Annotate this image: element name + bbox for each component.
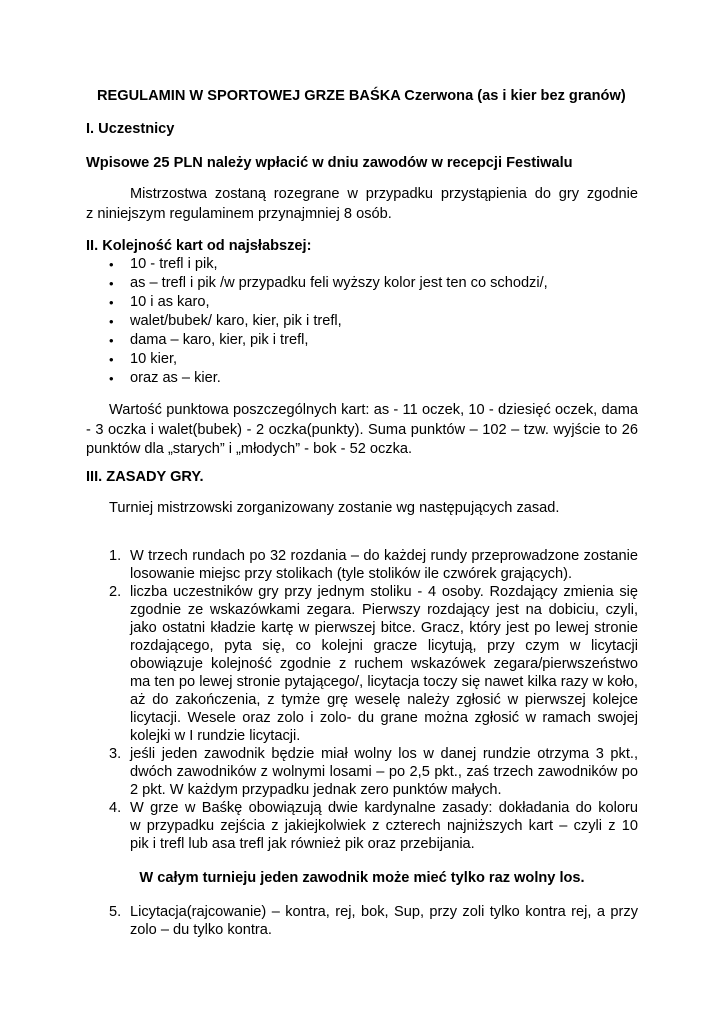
rule-line: kolejki w I rundzie licytacji. [130,728,301,744]
rule-line: w przypadku zejścia z jakiejkolwiek z czterech najniższych kart – czyli z 10 [130,818,638,834]
rule-line: losowanie miejsc przy stolikach (tyle stolików ile czwórek grających). [130,566,573,582]
rule-number: 4. [109,800,122,816]
list-item: 10 kier, [130,351,178,367]
rule-line: aż do zakończenia, z tymże grę weselę należy zgłosić w pierwszej kolejce [130,692,638,708]
section-heading-card-order: II. Kolejność kart od najsłabszej: [86,238,312,254]
card-values-paragraph-line: - 3 oczka i walet(bubek) - 2 oczka(punkty). Suma punktów – 102 – tzw. wyjście to 26 [86,422,638,438]
list-item: 10 i as karo, [130,294,210,310]
bullet-icon: • [109,257,114,272]
rule-number: 3. [109,746,122,762]
bullet-icon: • [109,276,114,291]
card-values-paragraph-line: punktów dla „starych” i „młodych” - bok - 52 oczka. [86,441,413,457]
rule-number: 2. [109,584,122,600]
rule-line: zolo – du tylko kontra. [130,922,272,938]
list-item: oraz as – kier. [130,370,221,386]
rule-line: ma ten po lewej stronie pytającego/, licytacja toczy się nawet kilka razy w koło, [130,674,638,690]
rule-line: liczba uczestników gry przy jednym stoliku - 4 osoby. Rozdający zmienia się [130,584,638,600]
rule-line: licytacji. Wesele oraz zolo i zolo- du grane można zgłosić w ramach swojej [130,710,638,726]
list-item: walet/bubek/ karo, kier, pik i trefl, [130,313,342,329]
rule-number: 5. [109,904,122,920]
entry-fee-notice: Wpisowe 25 PLN należy wpłacić w dniu zawodów w recepcji Festiwalu [86,155,573,171]
document-title: REGULAMIN W SPORTOWEJ GRZE BAŚKA Czerwona (as i kier bez granów) [97,88,626,104]
section-heading-rules: III. ZASADY GRY. [86,469,204,485]
list-item: 10 - trefl i pik, [130,256,218,272]
section-heading-participants: I. Uczestnicy [86,121,175,137]
rule-line: rozdającego, pyta się, co kolejni gracze licytują, przy czym w licytacji [130,638,638,654]
card-values-paragraph-line: Wartość punktowa poszczególnych kart: as - 11 oczek, 10 - dziesięć oczek, dama [109,402,638,418]
participants-paragraph-line: z niniejszym regulaminem przynajmniej 8 osób. [86,206,392,222]
bullet-icon: • [109,314,114,329]
rule-line: pik i trefl lub asa trefl jak również pik oraz przebijania. [130,836,475,852]
rule-line: W trzech rundach po 32 rozdania – do każdej rundy przeprowadzone zostanie [130,548,638,564]
rule-line: dwóch zawodników z wolnymi losami – po 2,5 pkt., zaś trzech zawodników po [130,764,638,780]
list-item: dama – karo, kier, pik i trefl, [130,332,309,348]
bullet-icon: • [109,295,114,310]
free-pass-notice: W całym turnieju jeden zawodnik może mieć tylko raz wolny los. [139,870,585,886]
rule-line: W grze w Baśkę obowiązują dwie kardynalne zasady: dokładania do koloru [130,800,638,816]
list-item: as – trefl i pik /w przypadku feli wyższy kolor jest ten co schodzi/, [130,275,548,291]
bullet-icon: • [109,333,114,348]
rule-line: jeśli jeden zawodnik będzie miał wolny los w danej rundzie otrzyma 3 pkt., [130,746,638,762]
rule-line: jako ostatni kładzie kartę w pierwszej bitce. Gracz, który jest po lewej stronie [130,620,638,636]
bullet-icon: • [109,352,114,367]
rule-line: obowiązuje kolejność zgodnie z ruchem wskazówek zegara/pierwszeństwo [130,656,638,672]
rule-line: zgodnie ze wskazówkami zegara. Pierwszy rozdający jest na dobiciu, czyli, [130,602,638,618]
participants-paragraph-line: Mistrzostwa zostaną rozegrane w przypadku przystąpienia do gry zgodnie [130,186,638,202]
rule-line: 2 pkt. W każdym przypadku jednak zero punktów małych. [130,782,502,798]
rules-intro: Turniej mistrzowski zorganizowany zostanie wg następujących zasad. [109,500,560,516]
rule-line: Licytacja(rajcowanie) – kontra, rej, bok, Sup, przy zoli tylko kontra rej, a przy [130,904,638,920]
bullet-icon: • [109,371,114,386]
rule-number: 1. [109,548,122,564]
